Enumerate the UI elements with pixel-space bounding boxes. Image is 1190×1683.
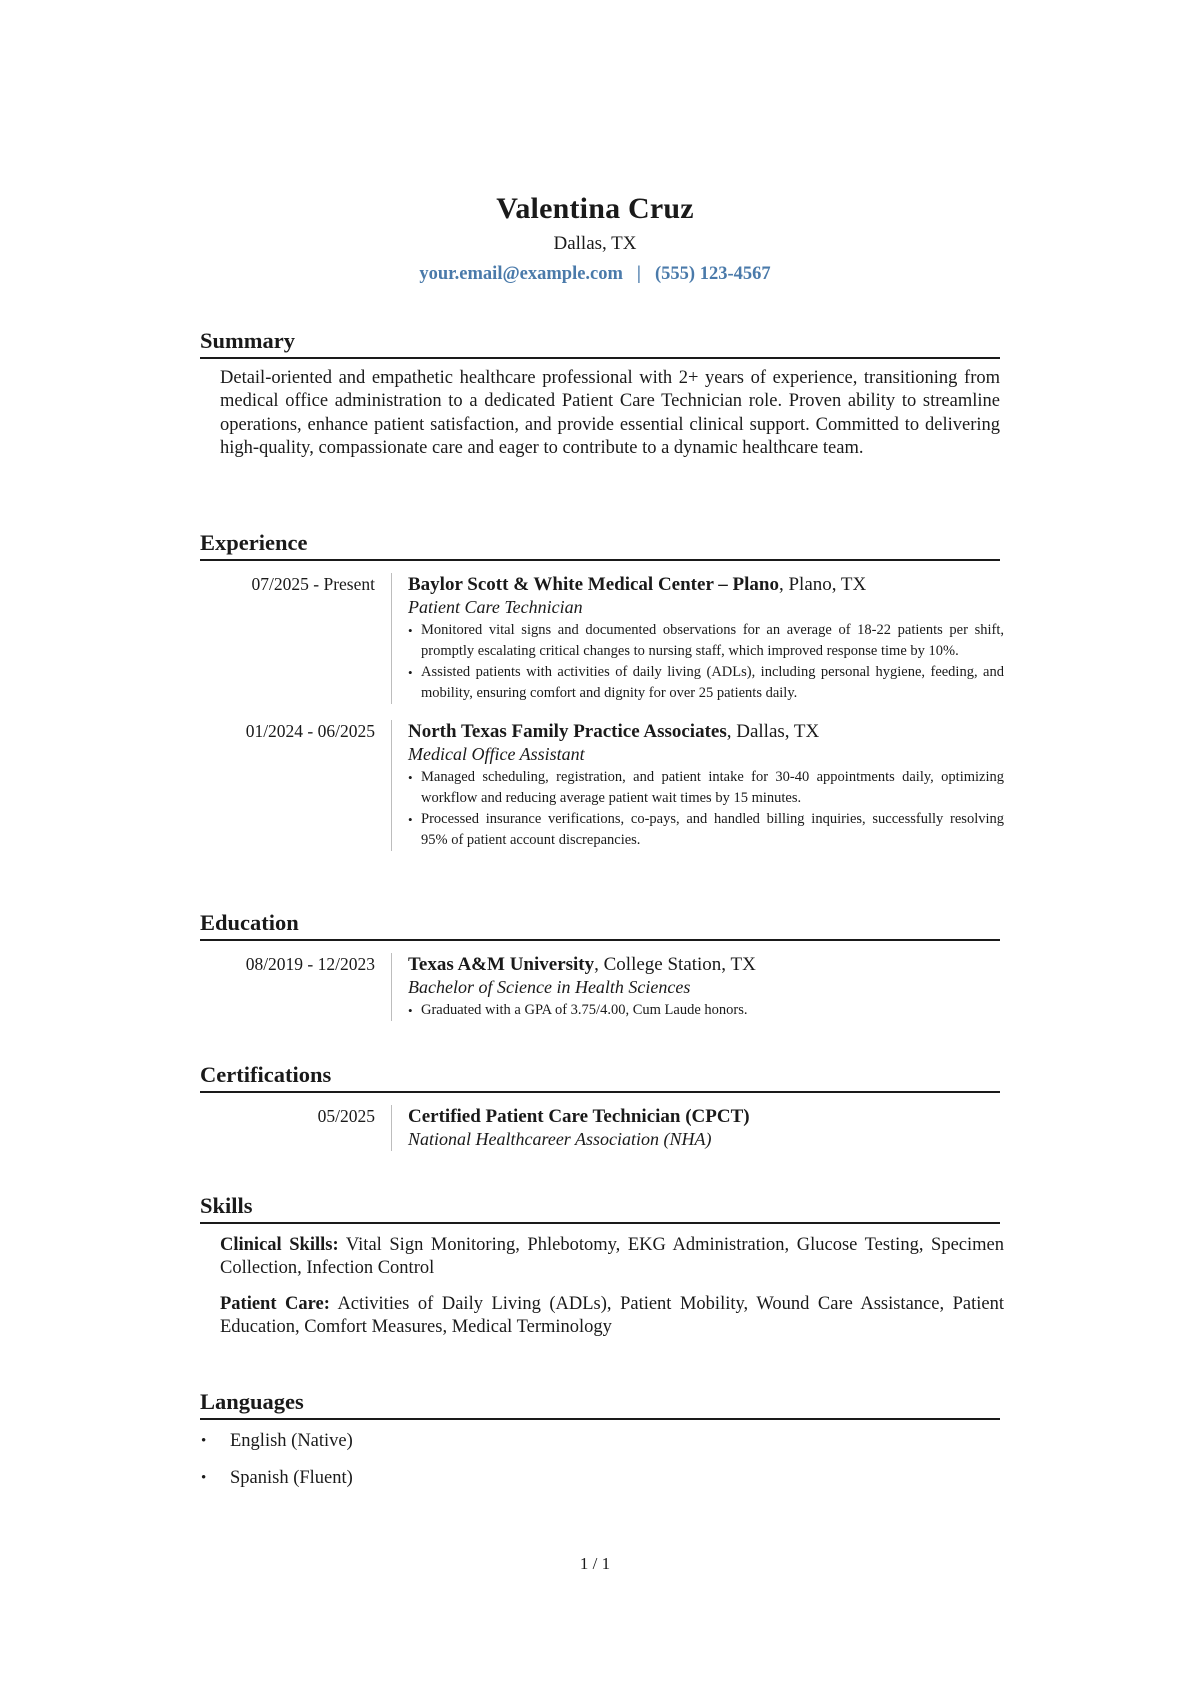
education-section xyxy=(200,908,1000,1021)
bullet-item: • Monitored vital signs and documented observations for an average of 18-22 patients per shift, promptly escalating critical changes to nursing staff, which improved response time by 10%. xyxy=(408,620,1004,662)
org-place: , Plano, TX xyxy=(778,574,867,595)
skill-group-items: Activities of Daily Living (ADLs), Patient Mobility, Wound Care Assistance, Patient Education, Comfort Measures, Medical Terminology xyxy=(220,1293,1004,1338)
certification-name xyxy=(408,1105,1004,1128)
cert-name: Certified Patient Care Technician (CPCT) xyxy=(408,1106,750,1127)
entry-content xyxy=(391,573,1004,704)
skill-group xyxy=(220,1234,1004,1281)
contact-line xyxy=(0,261,1190,287)
org-name: North Texas Family Practice Associates xyxy=(408,721,727,742)
contact-separator: | xyxy=(636,264,641,284)
certification-issuer: National Healthcareer Association (NHA) xyxy=(408,1129,712,1149)
certifications-section xyxy=(200,1060,1000,1151)
section-title-languages: Languages xyxy=(200,1387,1000,1420)
entry-bullets xyxy=(408,767,1004,851)
entry-role: Patient Care Technician xyxy=(408,597,583,617)
skill-group-items: Vital Sign Monitoring, Phlebotomy, EKG Administration, Glucose Testing, Specimen Collection, Infection Control xyxy=(220,1235,1005,1279)
certification-entry xyxy=(200,1105,1000,1151)
entry-degree: Bachelor of Science in Health Sciences xyxy=(408,977,691,997)
bullet-item: • Managed scheduling, registration, and patient intake for 30-40 appointments daily, optimizing workflow and reducing average patient wait times by 15 minutes. xyxy=(408,767,1004,809)
experience-section xyxy=(200,528,1004,851)
entry-content xyxy=(391,1105,1004,1151)
summary-text: Detail-oriented and empathetic healthcare professional with 2+ years of experience, transitioning from medical office administration to a dedicated Patient Care Technician role. Proven ability to streamline operations, enhance patient satisfaction, and provide essential clinical support. Committed to delivering high-quality, compassionate care and eager to contribute to a dynamic healthcare team. xyxy=(220,368,1000,459)
entry-content xyxy=(391,720,1004,851)
bullet-item: • Graduated with a GPA of 3.75/4.00, Cum Laude honors. xyxy=(408,1000,1004,1021)
bullet-item: • Assisted patients with activities of daily living (ADLs), including personal hygiene, feeding, and mobility, ensuring comfort and dignity for over 25 patients daily. xyxy=(408,662,1004,704)
candidate-location: Dallas, TX xyxy=(553,233,637,254)
entry-organization xyxy=(408,720,1004,743)
org-name: Baylor Scott & White Medical Center – Plano xyxy=(408,574,779,595)
entry-bullets xyxy=(408,620,1004,704)
education-entry xyxy=(200,953,1000,1021)
org-place: , College Station, TX xyxy=(594,954,756,975)
page-number: 1 / 1 xyxy=(579,1554,611,1573)
email-link[interactable]: your.email@example.com xyxy=(419,264,623,284)
skills-section xyxy=(200,1191,1005,1340)
org-name: Texas A&M University xyxy=(408,954,595,975)
summary-section xyxy=(200,326,1000,461)
entry-organization xyxy=(408,573,1004,596)
language-item: • English (Native) xyxy=(200,1430,1000,1453)
entry-date: 05/2025 xyxy=(317,1106,375,1126)
section-title-certifications: Certifications xyxy=(200,1060,1000,1093)
section-title-experience: Experience xyxy=(200,528,1000,561)
section-title-skills: Skills xyxy=(200,1191,1000,1224)
bullet-item: • Processed insurance verifications, co-pays, and handled billing inquiries, successfully resolving 95% of patient account discrepancies. xyxy=(408,809,1004,851)
experience-entry xyxy=(200,573,1004,704)
entry-date: 07/2025 - Present xyxy=(251,574,375,594)
entry-role: Medical Office Assistant xyxy=(408,744,585,764)
resume-header xyxy=(0,190,1190,287)
section-title-education: Education xyxy=(200,908,1000,941)
languages-list xyxy=(200,1430,1000,1490)
entry-date: 01/2024 - 06/2025 xyxy=(245,721,375,741)
phone-link[interactable]: (555) 123-4567 xyxy=(655,264,771,284)
skill-group-label: Clinical Skills: xyxy=(220,1235,339,1255)
entry-content xyxy=(391,953,1004,1021)
language-item: • Spanish (Fluent) xyxy=(200,1467,1000,1490)
entry-date: 08/2019 - 12/2023 xyxy=(245,954,375,974)
skill-group xyxy=(220,1293,1004,1340)
skill-group-label: Patient Care: xyxy=(220,1293,330,1314)
languages-section xyxy=(200,1387,1000,1504)
entry-organization xyxy=(408,953,1004,976)
experience-entry xyxy=(200,720,1004,851)
candidate-name: Valentina Cruz xyxy=(496,192,694,225)
org-place: , Dallas, TX xyxy=(726,721,820,742)
section-title-summary: Summary xyxy=(200,326,1000,359)
entry-bullets xyxy=(408,1000,1004,1021)
